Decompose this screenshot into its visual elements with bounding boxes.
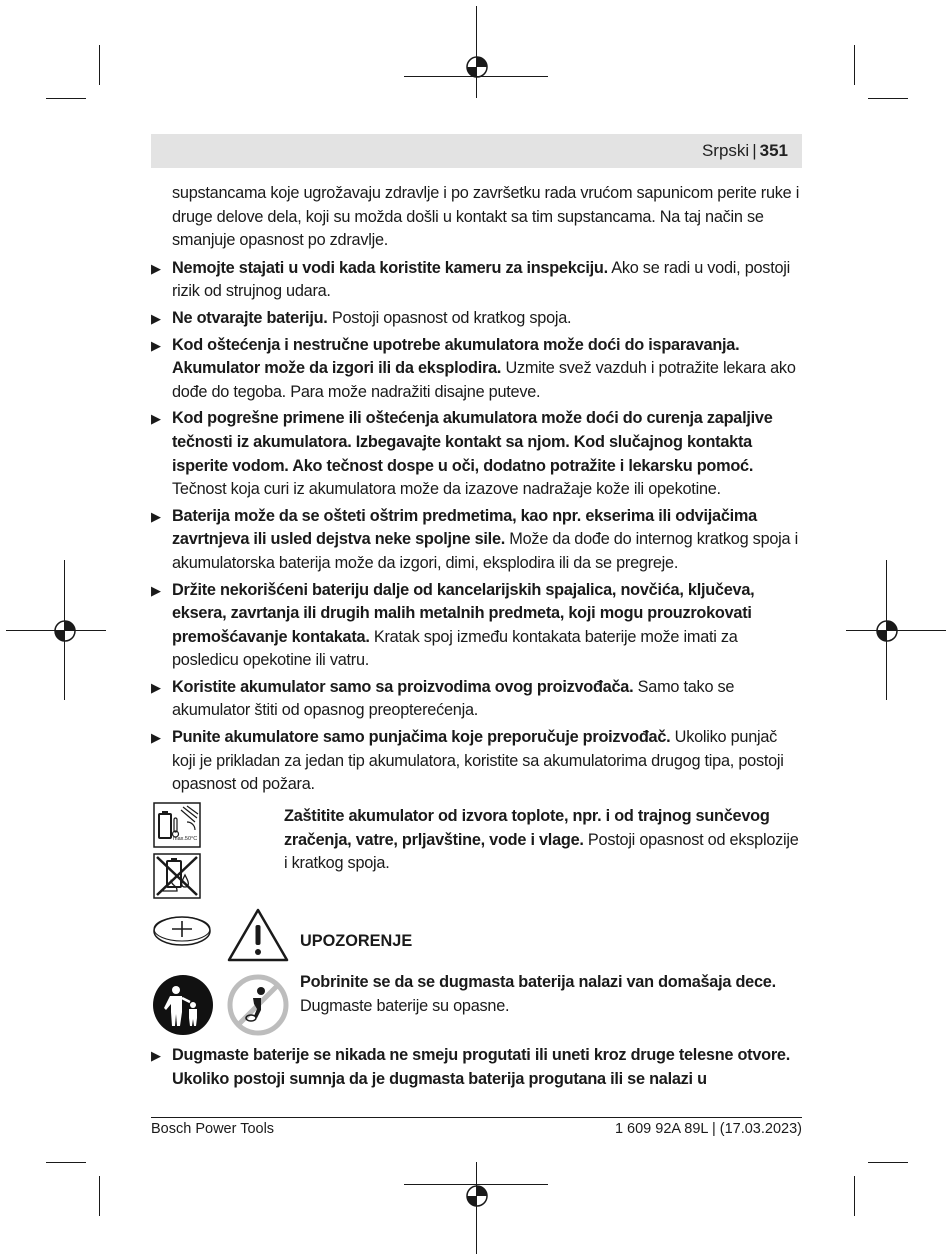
- page-header: [151, 134, 802, 168]
- heat-notice-text: Postoji opasnost od eksplozije i kratkog spoja.: [284, 830, 799, 873]
- bullet-bold: Kod pogrešne primene ili oštećenja akumulatora može doći do curenja zapaljive tečnosti iz akumulatora. Izbegavajte kontakt sa njom. Kod slučajnog kontakta isperite vodom. Ako tečnost dospe u oči, dodatno potražite i lekarsku pomoć.: [172, 409, 773, 475]
- bullet-arrow-icon: ▶: [151, 1048, 161, 1063]
- header-separator: |: [752, 141, 757, 160]
- bullet-bold: Koristite akumulator samo sa proizvodima ovog proizvođača.: [172, 677, 634, 696]
- warning-bold: Pobrinite se da se dugmasta baterija nalazi van domašaja dece.: [300, 973, 776, 991]
- battery-heat-icon-label: max.50°C: [173, 836, 198, 842]
- bullet-bold: Ne otvarajte bateriju.: [172, 308, 328, 327]
- registration-mark-icon: [464, 54, 490, 80]
- no-swallow-battery-icon: [227, 974, 289, 1036]
- bullet-arrow-icon: ▶: [151, 730, 161, 746]
- footer-doc-id: 1 609 92A 89L | (17.03.2023): [614, 1121, 802, 1137]
- bullet-bold: Držite nekorišćeni bateriju dalje od kancelarijskih spajalica, novčića, ključeva, eksera, zavrtanja ili drugih malih metalnih predmeta, koji mogu prouzrokovati premošćavanje kontakata.: [172, 580, 755, 646]
- heat-notice: [284, 805, 804, 876]
- bullet-text: Kratak spoj između kontakata baterije može imati za posledicu opekotine ili vatru.: [172, 627, 738, 670]
- battery-no-fire-water-icon: [153, 853, 201, 899]
- registration-mark-icon: [52, 618, 78, 644]
- battery-heat-icon-wrap: [153, 802, 201, 853]
- button-cell-battery-icon: [152, 914, 212, 948]
- warning-label: UPOZORENJE: [300, 932, 413, 950]
- main-content: [151, 182, 802, 800]
- bullet-arrow-icon: ▶: [151, 679, 161, 695]
- intro-paragraph: supstancama koje ugrožavaju zdravlje i po završetku rada vrućom sapunicom perite ruke i druge delove dela, koji su možda došli u kontakt sa tim supstancama. Na taj način se smanjuje opasnost po zdravlje.: [172, 184, 800, 250]
- bullet-text: Tečnost koja curi iz akumulatora može da izazove nadražaje kože ili opekotine.: [172, 480, 721, 499]
- bullet-item: [151, 579, 802, 673]
- bullet-text: Ukoliko punjač koji je prikladan za jedan tip akumulatora, koristite sa akumulatorima drugog tipa, postoji opasnost od požara.: [172, 728, 784, 794]
- warning-normal: Dugmaste baterije su opasne.: [300, 996, 510, 1015]
- bullet-item: [151, 257, 802, 304]
- bullet-arrow-icon: ▶: [151, 260, 161, 276]
- warning-text: [300, 971, 805, 1018]
- registration-mark-icon: [464, 1183, 490, 1209]
- bullet-item: [151, 307, 802, 331]
- bullet-text: Postoji opasnost od kratkog spoja.: [327, 308, 572, 327]
- bullet-bold: Baterija može da se ošteti oštrim predmetima, kao npr. ekserima ili odvijačima zavrtnjeva ili usled dejstva neke spoljne sile.: [172, 506, 757, 549]
- bullet-arrow-icon: ▶: [151, 411, 161, 427]
- bullet-item: [151, 505, 802, 576]
- bullet-text: Može da dođe do internog kratkog spoja i akumulatorska baterija može da izgori, dimi, eksplodira ili da se pregreje.: [172, 530, 798, 572]
- warning-triangle-icon: [226, 907, 290, 963]
- last-bullet: [151, 1044, 802, 1094]
- header-language: Srpski: [701, 141, 750, 160]
- bullet-item: [151, 676, 802, 723]
- registration-mark-icon: [874, 618, 900, 644]
- bullet-bold: Nemojte stajati u vodi kada koristite kameru za inspekciju.: [172, 258, 608, 277]
- bullet-item: [151, 407, 802, 501]
- footer-publisher: Bosch Power Tools: [151, 1121, 275, 1137]
- bullet-arrow-icon: ▶: [151, 310, 161, 326]
- bullet-arrow-icon: ▶: [151, 508, 161, 524]
- bullet-item: [151, 726, 802, 797]
- bullet-text: Ako se radi u vodi, postoji rizik od strujnog udara.: [172, 258, 791, 301]
- footer-rule: [151, 1117, 802, 1118]
- bullet-arrow-icon: ▶: [151, 337, 161, 353]
- keep-away-from-children-icon: [152, 974, 214, 1036]
- bullet-text: Uzmite svež vazduh i potražite lekara ako dođe do tegoba. Para može nadražiti disajne puteve.: [172, 359, 796, 401]
- bullet-item: [151, 1044, 802, 1091]
- bullet-bold: Kod oštećenja i nestručne upotrebe akumulatora može doći do isparavanja. Akumulator može da izgori ili da eksplodira.: [172, 335, 740, 378]
- header-text: [702, 141, 788, 161]
- page-number: 351: [759, 141, 788, 160]
- bullet-bold: Dugmaste baterije se nikada ne smeju progutati ili uneti kroz druge telesne otvore. Ukoliko postoji sumnja da je dugmasta baterija progutana ili se nalazi u: [172, 1046, 790, 1088]
- bullet-arrow-icon: ▶: [151, 582, 161, 598]
- bullet-item: [151, 334, 802, 405]
- bullet-bold: Punite akumulatore samo punjačima koje preporučuje proizvođač.: [172, 728, 671, 747]
- bullet-text: Samo tako se akumulator štiti od opasnog preopterećenja.: [172, 677, 735, 720]
- heat-notice-bold: Zaštitite akumulator od izvora toplote, npr. i od trajnog sunčevog zračenja, vatre, prljavštine, vode i vlage.: [284, 807, 770, 849]
